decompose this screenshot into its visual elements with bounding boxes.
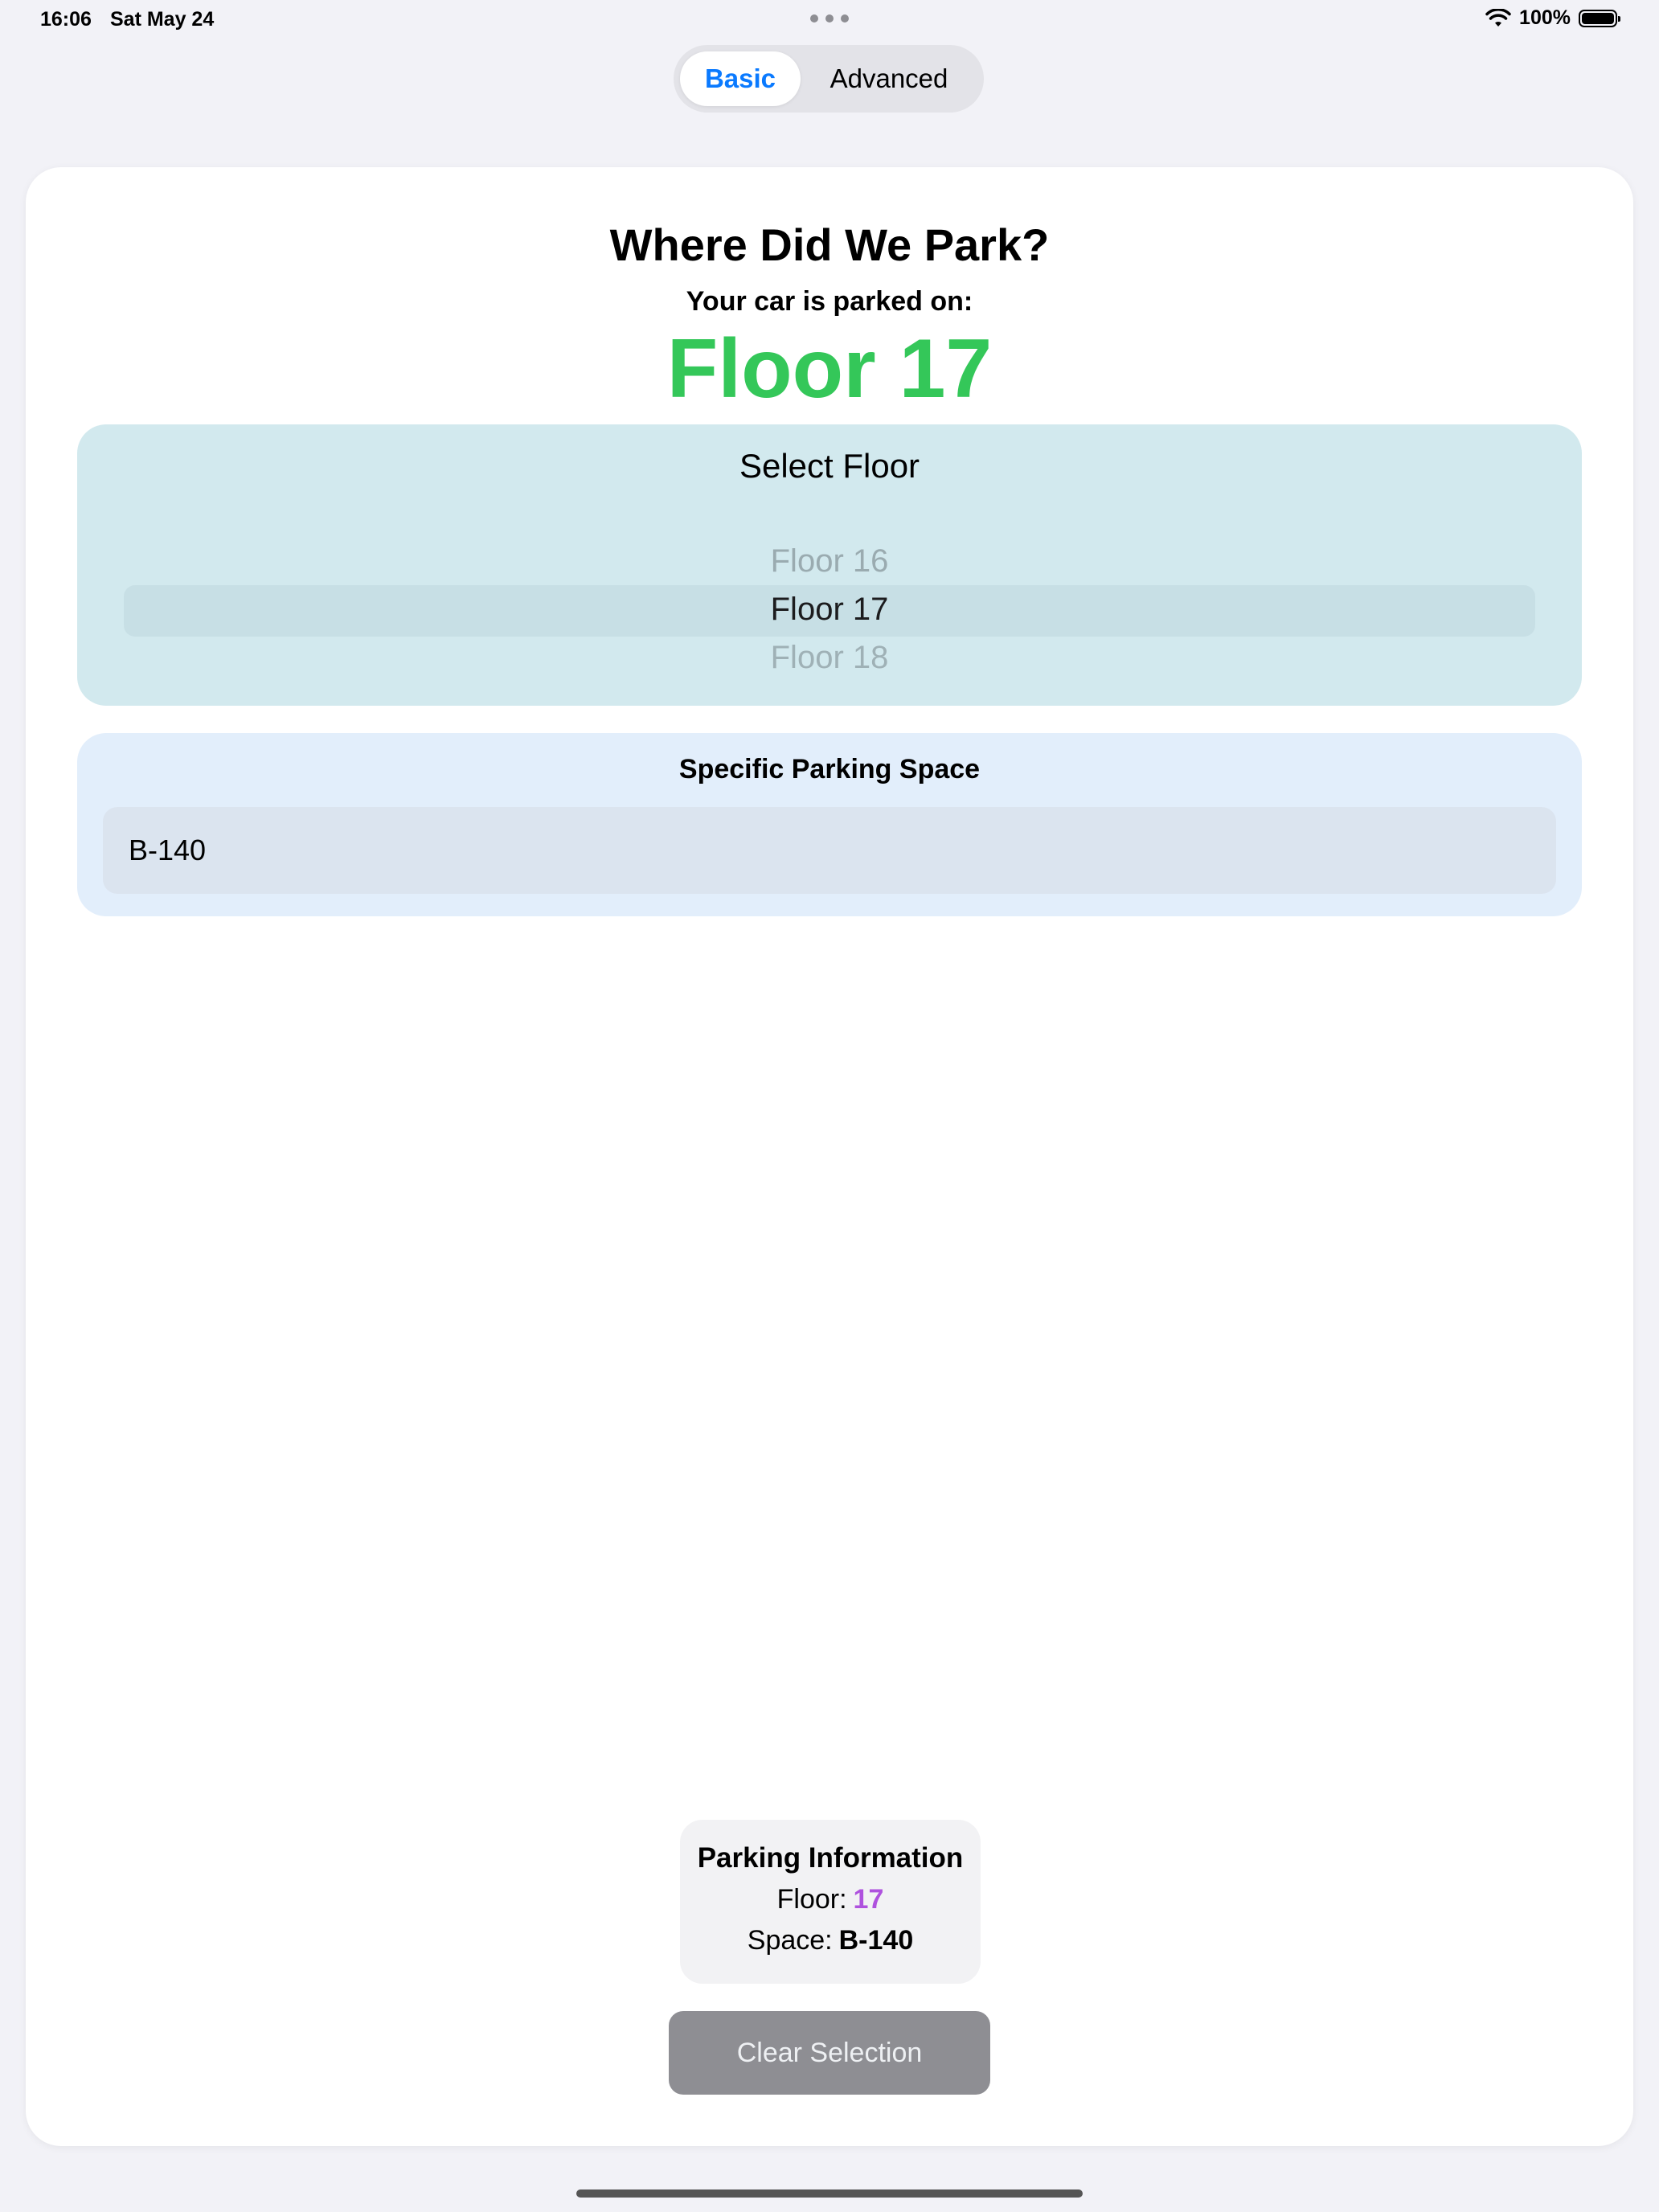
multitasking-dots-icon[interactable]	[810, 14, 849, 24]
picker-item-floor-17[interactable]: Floor 17	[770, 592, 889, 627]
page-subtitle: Your car is parked on:	[686, 286, 973, 317]
floor-picker-panel	[77, 424, 1582, 706]
page-title: Where Did We Park?	[609, 219, 1050, 270]
current-floor-display: Floor 17	[666, 322, 993, 416]
parking-info-floor-row	[680, 1884, 981, 1915]
segment-basic[interactable]: Basic	[680, 51, 801, 106]
parking-info-floor-value: 17	[853, 1884, 884, 1915]
parking-info-title: Parking Information	[697, 1842, 964, 1874]
parking-info-space-row	[680, 1925, 981, 1956]
floor-picker-heading: Select Floor	[739, 447, 920, 485]
battery-icon	[1579, 10, 1617, 27]
mode-segmented-control[interactable]	[674, 45, 984, 113]
parking-info-space-label: Space:	[747, 1925, 833, 1956]
parking-space-input[interactable]	[103, 807, 1556, 894]
status-date: Sat May 24	[110, 8, 215, 31]
home-indicator[interactable]	[576, 2189, 1083, 2198]
parking-space-heading: Specific Parking Space	[678, 754, 981, 784]
clear-selection-button[interactable]: Clear Selection	[669, 2011, 990, 2095]
parking-info-floor-label: Floor:	[776, 1884, 847, 1915]
parking-info-box	[680, 1820, 981, 1984]
battery-percent: 100%	[1519, 6, 1571, 29]
picker-item-floor-18[interactable]: Floor 18	[770, 640, 889, 675]
parking-info-space-value: B-140	[838, 1925, 914, 1956]
wifi-icon	[1485, 9, 1511, 28]
status-time: 16:06	[40, 8, 92, 31]
status-indicators	[1485, 6, 1617, 30]
segment-advanced[interactable]: Advanced	[830, 63, 948, 93]
parking-space-panel	[77, 733, 1582, 916]
picker-item-floor-16[interactable]: Floor 16	[770, 543, 889, 579]
status-bar	[0, 0, 1659, 39]
